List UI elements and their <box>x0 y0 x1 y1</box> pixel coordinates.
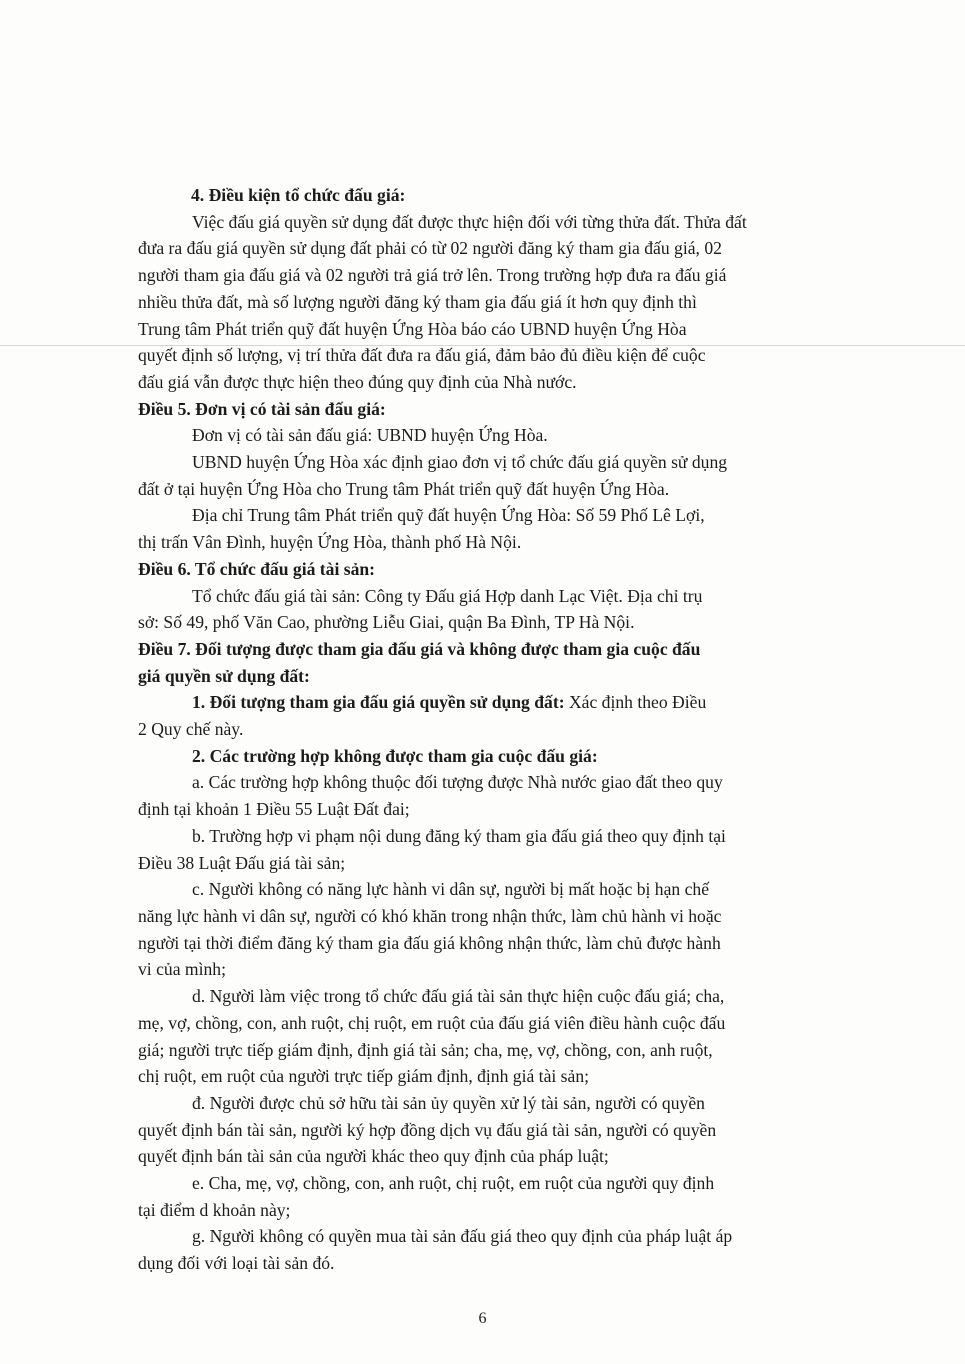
text-line: e. Cha, mẹ, vợ, chồng, con, anh ruột, chị ruột, em ruột của người quy định <box>192 1173 715 1194</box>
text-line: sở: Số 49, phố Văn Cao, phường Liễu Giai, quận Ba Đình, TP Hà Nội. <box>138 612 635 633</box>
text-line: năng lực hành vi dân sự, người có khó khăn trong nhận thức, làm chủ hành vi hoặc <box>138 905 722 926</box>
text-line: nhiều thửa đất, mà số lượng người đăng ký tham gia đấu giá ít hơn quy định thì <box>138 291 697 312</box>
text-line: d. Người làm việc trong tổ chức đấu giá tài sản thực hiện cuộc đấu giá; cha, <box>192 986 725 1007</box>
text-line: Điều 38 Luật Đấu giá tài sản; <box>138 852 346 873</box>
text-line: quyết định bán tài sản, người ký hợp đồng dịch vụ đấu giá tài sản, người có quyền <box>138 1119 717 1140</box>
text-line: người tham gia đấu giá và 02 người trả giá trở lên. Trong trường hợp đưa ra đấu giá <box>138 265 727 286</box>
text-line: Đơn vị có tài sản đấu giá: UBND huyện Ứng Hòa. <box>192 425 548 446</box>
text-line: UBND huyện Ứng Hòa xác định giao đơn vị tổ chức đấu giá quyền sử dụng <box>192 452 728 473</box>
text-line: người tại thời điểm đăng ký tham gia đấu giá không nhận thức, làm chủ được hành <box>138 932 721 953</box>
text-line: g. Người không có quyền mua tài sản đấu giá theo quy định của pháp luật áp <box>192 1226 733 1247</box>
text-line: dụng đối với loại tài sản đó. <box>138 1253 335 1274</box>
text-line: đ. Người được chủ sở hữu tài sản ủy quyền xử lý tài sản, người có quyền <box>192 1092 705 1113</box>
line-rest: Xác định theo Điều <box>564 692 707 713</box>
text-line: vi của mình; <box>138 959 226 980</box>
text-line: tại điểm d khoản này; <box>138 1199 291 1220</box>
text-line: đấu giá vẫn được thực hiện theo đúng quy định của Nhà nước. <box>138 371 577 392</box>
document-body <box>138 182 821 1277</box>
text-line: 2 Quy chế này. <box>138 719 244 740</box>
text-line: quyết định bán tài sản của người khác theo quy định của pháp luật; <box>138 1146 609 1167</box>
line-bold-lead: 1. Đối tượng tham gia đấu giá quyền sử dụng đất: <box>192 692 565 713</box>
text-line: chị ruột, em ruột của người trực tiếp giám định, định giá tài sản; <box>138 1066 590 1087</box>
text-line: đưa ra đấu giá quyền sử dụng đất phải có từ 02 người đăng ký tham gia đấu giá, 02 <box>138 238 722 259</box>
text-line: b. Trường hợp vi phạm nội dung đăng ký tham gia đấu giá theo quy định tại <box>192 825 726 846</box>
text-line: giá; người trực tiếp giám định, định giá tài sản; cha, mẹ, vợ, chồng, con, anh ruột, <box>138 1039 713 1060</box>
text-line: 4. Điều kiện tổ chức đấu giá: <box>191 185 406 205</box>
text-line: Địa chỉ Trung tâm Phát triển quỹ đất huyện Ứng Hòa: Số 59 Phố Lê Lợi, <box>192 505 705 526</box>
text-line: Tổ chức đấu giá tài sản: Công ty Đấu giá Hợp danh Lạc Việt. Địa chỉ trụ <box>192 585 703 606</box>
text-line: định tại khoản 1 Điều 55 Luật Đất đai; <box>138 799 410 820</box>
text-line: a. Các trường hợp không thuộc đối tượng được Nhà nước giao đất theo quy <box>192 772 723 793</box>
text-line: mẹ, vợ, chồng, con, anh ruột, chị ruột, em ruột của đấu giá viên điều hành cuộc đấu <box>138 1012 726 1033</box>
text-line: quyết định số lượng, vị trí thửa đất đưa ra đấu giá, đảm bảo đủ điều kiện để cuộc <box>138 345 706 366</box>
text-line <box>138 689 821 716</box>
text-line: c. Người không có năng lực hành vi dân sự, người bị mất hoặc bị hạn chế <box>192 879 710 900</box>
page-number: 6 <box>478 1310 487 1327</box>
text-line: Điều 6. Tổ chức đấu giá tài sản: <box>138 558 376 579</box>
text-line: 2. Các trường hợp không được tham gia cuộc đấu giá: <box>192 745 598 766</box>
text-line: đất ở tại huyện Ứng Hòa cho Trung tâm Phát triển quỹ đất huyện Ứng Hòa. <box>138 478 670 499</box>
text-line: Điều 5. Đơn vị có tài sản đấu giá: <box>138 398 386 419</box>
text-line: Điều 7. Đối tượng được tham gia đấu giá và không được tham gia cuộc đấu <box>138 638 701 659</box>
text-line: giá quyền sử dụng đất: <box>138 665 310 686</box>
text-line: Trung tâm Phát triển quỹ đất huyện Ứng Hòa báo cáo UBND huyện Ứng Hòa <box>138 318 687 339</box>
text-line: thị trấn Vân Đình, huyện Ứng Hòa, thành phố Hà Nội. <box>138 532 522 553</box>
text-line: Việc đấu giá quyền sử dụng đất được thực hiện đối với từng thửa đất. Thửa đất <box>192 211 747 232</box>
